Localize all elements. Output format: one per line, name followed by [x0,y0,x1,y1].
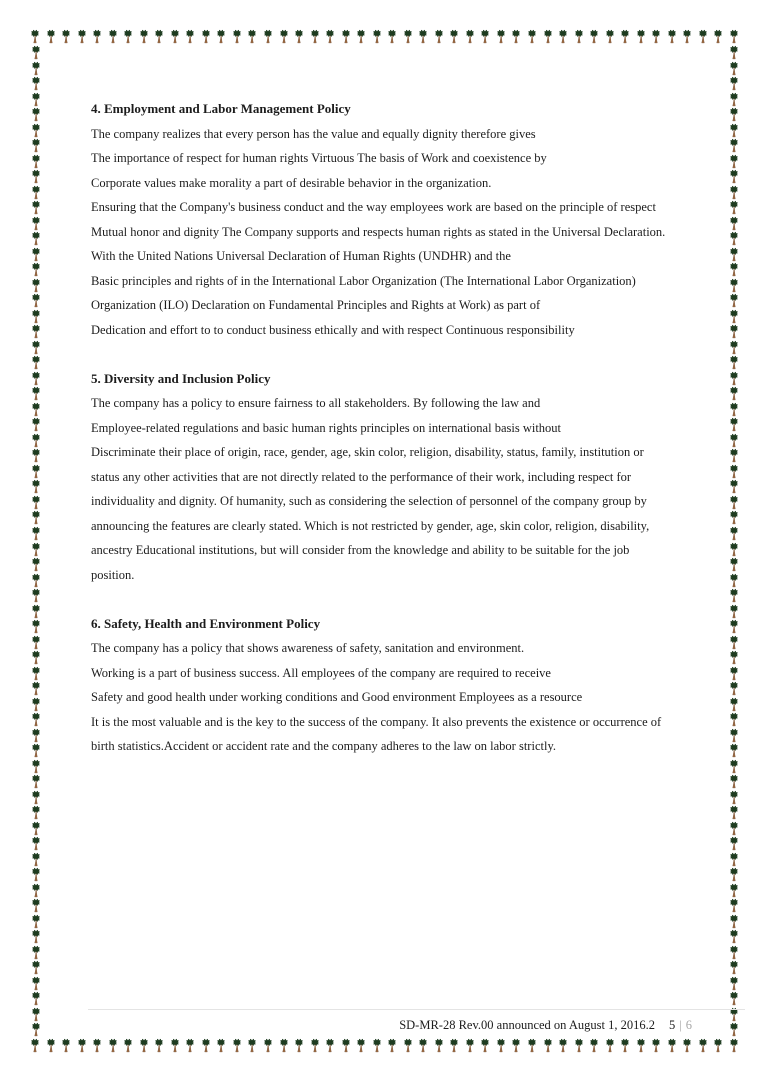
palm-tree-icon [727,991,741,1006]
footer-separator-rule [88,1009,745,1010]
text-line: The company has a policy to ensure fairness to all stakeholders. By following the law and [91,396,541,410]
palm-tree-icon [370,29,384,44]
footer-page-total: 6 [685,1018,692,1032]
palm-tree-icon [29,107,43,122]
palm-tree-icon [727,76,741,91]
blank-line [91,587,711,612]
palm-tree-icon [649,1038,663,1053]
palm-tree-icon [525,1038,539,1053]
palm-tree-icon [727,867,741,882]
palm-tree-icon [29,573,43,588]
section-heading: 5. Diversity and Inclusion Policy [91,370,271,386]
palm-tree-icon [696,1038,710,1053]
palm-tree-icon [277,29,291,44]
palm-tree-icon [432,1038,446,1053]
palm-tree-icon [29,309,43,324]
palm-tree-icon [541,1038,555,1053]
palm-tree-icon [29,433,43,448]
palm-tree-icon [29,386,43,401]
palm-tree-icon [308,1038,322,1053]
palm-tree-icon [727,355,741,370]
palm-tree-icon [44,29,58,44]
palm-tree-icon [29,448,43,463]
palm-tree-icon [29,92,43,107]
footer-doc-ref: SD-MR-28 Rev.00 announced on August 1, 2016.2 [399,1018,655,1032]
text-line: The company has a policy that shows awareness of safety, sanitation and environment. [91,641,525,655]
palm-tree-icon [727,743,741,758]
palm-tree-icon [634,1038,648,1053]
palm-tree-icon [323,1038,337,1053]
palm-tree-icon [401,29,415,44]
footer-page-current: 5 [668,1018,676,1032]
palm-tree-icon [727,976,741,991]
palm-tree-icon [308,29,322,44]
text-line: announcing the features are clearly stated. Which is not restricted by gender, age, skin color, religion, disability, [91,518,650,533]
palm-tree-icon [696,29,710,44]
palm-tree-icon [727,635,741,650]
palm-tree-icon [29,293,43,308]
palm-tree-icon [727,712,741,727]
palm-tree-icon [214,29,228,44]
palm-tree-icon [603,29,617,44]
palm-tree-icon [727,371,741,386]
palm-tree-icon [29,821,43,836]
palm-tree-icon [29,960,43,975]
palm-tree-icon [727,123,741,138]
palm-tree-icon [727,154,741,169]
palm-tree-icon [29,542,43,557]
palm-tree-icon [727,185,741,200]
palm-tree-icon [727,960,741,975]
text-line: With the United Nations Universal Declaration of Human Rights (UNDHR) and the [91,249,511,263]
palm-tree-icon [727,340,741,355]
palm-tree-icon [29,697,43,712]
palm-tree-icon [727,836,741,851]
palm-tree-icon [416,29,430,44]
palm-tree-icon [680,29,694,44]
text-line: ancestry Educational institutions, but will consider from the knowledge and ability to be suitable for the job [91,543,630,557]
palm-tree-icon [572,29,586,44]
palm-tree-icon [727,914,741,929]
palm-tree-icon [727,821,741,836]
palm-tree-icon [75,29,89,44]
decorative-border-right [727,45,741,1038]
palm-tree-icon [29,61,43,76]
palm-tree-icon [29,495,43,510]
palm-tree-icon [385,1038,399,1053]
palm-tree-icon [727,852,741,867]
palm-tree-icon [29,588,43,603]
text-line: Mutual honor and dignity The Company supports and respects human rights as stated in the Universal Declaration. [91,224,666,239]
palm-tree-icon [478,29,492,44]
palm-tree-icon [292,29,306,44]
palm-tree-icon [478,1038,492,1053]
palm-tree-icon [727,557,741,572]
palm-tree-icon [199,1038,213,1053]
palm-tree-icon [261,1038,275,1053]
palm-tree-icon [727,526,741,541]
palm-tree-icon [29,355,43,370]
palm-tree-icon [447,29,461,44]
palm-tree-icon [29,1007,43,1022]
palm-tree-icon [29,681,43,696]
palm-tree-icon [75,1038,89,1053]
palm-tree-icon [152,29,166,44]
palm-tree-icon [137,29,151,44]
palm-tree-icon [727,805,741,820]
text-line: Working is a part of business success. All employees of the company are required to receive [91,665,551,680]
text-line: Basic principles and rights of in the International Labor Organization (The International Labor Organization) [91,273,636,288]
palm-tree-icon [727,790,741,805]
palm-tree-icon [29,510,43,525]
palm-tree-icon [121,29,135,44]
palm-tree-icon [29,185,43,200]
palm-tree-icon [494,1038,508,1053]
palm-tree-icon [727,759,741,774]
palm-tree-icon [727,293,741,308]
palm-tree-icon [29,976,43,991]
palm-tree-icon [727,883,741,898]
palm-tree-icon [727,929,741,944]
palm-tree-icon [29,743,43,758]
palm-tree-icon [29,728,43,743]
palm-tree-icon [494,29,508,44]
palm-tree-icon [401,1038,415,1053]
palm-tree-icon [339,1038,353,1053]
palm-tree-icon [727,433,741,448]
palm-tree-icon [29,200,43,215]
palm-tree-icon [29,836,43,851]
palm-tree-icon [727,324,741,339]
palm-tree-icon [463,1038,477,1053]
palm-tree-icon [727,216,741,231]
text-line: The importance of respect for human rights Virtuous The basis of Work and coexistence by [91,151,547,165]
text-line: Dedication and effort to to conduct business ethically and with respect Continuous responsibility [91,322,575,337]
palm-tree-icon [727,92,741,107]
palm-tree-icon [29,417,43,432]
palm-tree-icon [727,417,741,432]
palm-tree-icon [29,231,43,246]
palm-tree-icon [727,278,741,293]
palm-tree-icon [727,45,741,60]
palm-tree-icon [354,1038,368,1053]
palm-tree-icon [727,169,741,184]
palm-tree-icon [587,29,601,44]
text-line: It is the most valuable and is the key to the success of the company. It also prevents the existence or occurrence of [91,714,662,729]
text-line: Employee-related regulations and basic human rights principles on international basis without [91,420,562,435]
palm-tree-icon [59,29,73,44]
palm-tree-icon [29,991,43,1006]
palm-tree-icon [29,138,43,153]
palm-tree-icon [727,386,741,401]
palm-tree-icon [29,123,43,138]
palm-tree-icon [29,635,43,650]
palm-tree-icon [463,29,477,44]
palm-tree-icon [727,200,741,215]
palm-tree-icon [214,1038,228,1053]
palm-tree-icon [29,371,43,386]
palm-tree-icon [727,650,741,665]
document-body [91,97,711,759]
palm-tree-icon [29,262,43,277]
palm-tree-icon [339,29,353,44]
palm-tree-icon [245,1038,259,1053]
palm-tree-icon [727,247,741,262]
palm-tree-icon [29,1022,43,1037]
palm-tree-icon [727,107,741,122]
palm-tree-icon [29,45,43,60]
palm-tree-icon [29,526,43,541]
palm-tree-icon [168,29,182,44]
palm-tree-icon [29,464,43,479]
palm-tree-icon [29,805,43,820]
palm-tree-icon [29,945,43,960]
palm-tree-icon [525,29,539,44]
text-line: Discriminate their place of origin, race, gender, age, skin color, religion, disability, status, family, institution or [91,445,644,459]
palm-tree-icon [29,76,43,91]
palm-tree-icon [727,681,741,696]
palm-tree-icon [29,898,43,913]
palm-tree-icon [90,29,104,44]
palm-tree-icon [556,1038,570,1053]
palm-tree-icon [29,852,43,867]
palm-tree-icon [727,619,741,634]
palm-tree-icon [168,1038,182,1053]
palm-tree-icon [29,790,43,805]
palm-tree-icon [727,898,741,913]
text-line: Organization (ILO) Declaration on Fundamental Principles and Rights at Work) as part of [91,298,541,312]
palm-tree-icon [29,914,43,929]
palm-tree-icon [44,1038,58,1053]
palm-tree-icon [416,1038,430,1053]
palm-tree-icon [29,402,43,417]
palm-tree-icon [29,216,43,231]
palm-tree-icon [727,697,741,712]
palm-tree-icon [121,1038,135,1053]
section-heading: 4. Employment and Labor Management Policy [91,101,351,116]
text-line: individuality and dignity. Of humanity, such as considering the selection of personnel of the company group by [91,494,647,508]
palm-tree-icon [665,1038,679,1053]
palm-tree-icon [29,169,43,184]
palm-tree-icon [29,604,43,619]
palm-tree-icon [618,1038,632,1053]
text-line: Ensuring that the Company's business conduct and the way employees work are based on the principle of respect [91,200,656,214]
palm-tree-icon [432,29,446,44]
palm-tree-icon [29,278,43,293]
palm-tree-icon [587,1038,601,1053]
text-line: Safety and good health under working conditions and Good environment Employees as a resource [91,690,583,704]
palm-tree-icon [618,29,632,44]
palm-tree-icon [29,619,43,634]
text-line: Corporate values make morality a part of desirable behavior in the organization. [91,175,492,190]
palm-tree-icon [727,262,741,277]
palm-tree-icon [137,1038,151,1053]
text-line: birth statistics.Accident or accident rate and the company adheres to the law on labor strictly. [91,739,557,753]
palm-tree-icon [29,929,43,944]
palm-tree-icon [29,557,43,572]
palm-tree-icon [29,883,43,898]
palm-tree-icon [354,29,368,44]
palm-tree-icon [727,573,741,588]
palm-tree-icon [727,588,741,603]
page-footer [399,1016,692,1034]
palm-tree-icon [727,29,741,44]
palm-tree-icon [727,309,741,324]
palm-tree-icon [556,29,570,44]
palm-tree-icon [727,1022,741,1037]
palm-tree-icon [727,479,741,494]
palm-tree-icon [29,666,43,681]
palm-tree-icon [277,1038,291,1053]
palm-tree-icon [665,29,679,44]
palm-tree-icon [727,402,741,417]
palm-tree-icon [261,29,275,44]
palm-tree-icon [106,29,120,44]
palm-tree-icon [649,29,663,44]
palm-tree-icon [727,604,741,619]
palm-tree-icon [509,29,523,44]
palm-tree-icon [230,1038,244,1053]
palm-tree-icon [29,154,43,169]
decorative-border-bottom [28,1038,741,1053]
palm-tree-icon [29,247,43,262]
palm-tree-icon [29,650,43,665]
palm-tree-icon [59,1038,73,1053]
palm-tree-icon [370,1038,384,1053]
palm-tree-icon [106,1038,120,1053]
palm-tree-icon [29,712,43,727]
palm-tree-icon [727,510,741,525]
palm-tree-icon [29,340,43,355]
palm-tree-icon [727,728,741,743]
palm-tree-icon [183,1038,197,1053]
palm-tree-icon [29,479,43,494]
palm-tree-icon [447,1038,461,1053]
palm-tree-icon [292,1038,306,1053]
palm-tree-icon [711,29,725,44]
text-line: status any other activities that are not directly related to the performance of their work, including respect for [91,469,632,484]
palm-tree-icon [385,29,399,44]
palm-tree-icon [29,774,43,789]
section-heading: 6. Safety, Health and Environment Policy [91,615,321,631]
palm-tree-icon [245,29,259,44]
palm-tree-icon [603,1038,617,1053]
blank-line [91,342,711,367]
palm-tree-icon [28,29,42,44]
palm-tree-icon [90,1038,104,1053]
palm-tree-icon [727,138,741,153]
text-line: The company realizes that every person has the value and equally dignity therefore gives [91,126,536,141]
palm-tree-icon [509,1038,523,1053]
footer-page-number-separator: | [679,1018,682,1032]
palm-tree-icon [323,29,337,44]
palm-tree-icon [727,945,741,960]
palm-tree-icon [541,29,555,44]
palm-tree-icon [711,1038,725,1053]
palm-tree-icon [727,464,741,479]
palm-tree-icon [634,29,648,44]
palm-tree-icon [727,231,741,246]
palm-tree-icon [29,867,43,882]
palm-tree-icon [680,1038,694,1053]
palm-tree-icon [727,1038,741,1053]
palm-tree-icon [28,1038,42,1053]
palm-tree-icon [29,759,43,774]
palm-tree-icon [727,448,741,463]
palm-tree-icon [199,29,213,44]
palm-tree-icon [727,61,741,76]
palm-tree-icon [230,29,244,44]
palm-tree-icon [183,29,197,44]
palm-tree-icon [727,542,741,557]
decorative-border-left [29,45,43,1038]
palm-tree-icon [29,324,43,339]
palm-tree-icon [152,1038,166,1053]
palm-tree-icon [727,774,741,789]
palm-tree-icon [727,495,741,510]
text-line: position. [91,567,135,582]
palm-tree-icon [572,1038,586,1053]
palm-tree-icon [727,666,741,681]
decorative-border-top [28,29,741,44]
